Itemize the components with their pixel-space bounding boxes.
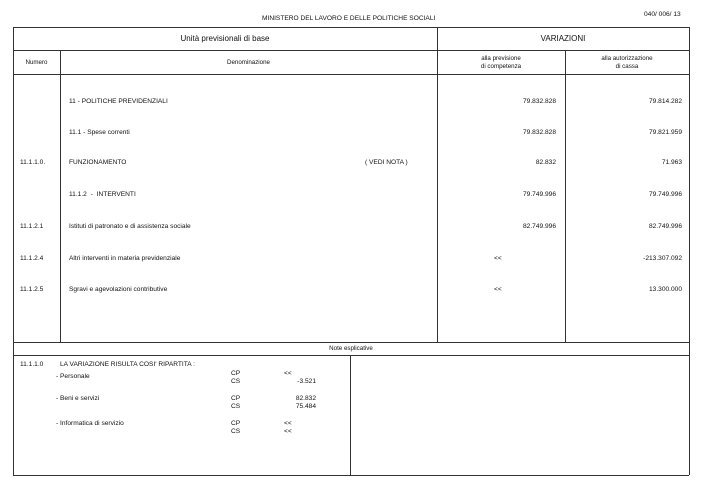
row-numero: 11.1.2.4 [20, 255, 44, 262]
page-reference: 040/ 006/ 13 [644, 11, 681, 18]
col-header-competenza: alla previsione di competenza [480, 55, 522, 70]
note-cp-label: CP [231, 370, 241, 377]
note-cs-value: 75.484 [295, 403, 316, 410]
row-cassa: 71.963 [661, 159, 682, 166]
notes-title: Note esplicative [329, 345, 373, 352]
row-competenza: 79.832.828 [522, 129, 556, 136]
row-cassa: 82.749.996 [648, 223, 682, 230]
note-item-label: - Personale [56, 373, 90, 380]
row-cassa: -213.307.092 [643, 255, 682, 262]
row-cassa: 79.749.996 [648, 191, 682, 198]
row-denominazione: 11.1.2 - INTERVENTI [69, 191, 136, 198]
col-header-cassa: alla autorizzazione di cassa [601, 55, 653, 70]
note-cs-label: CS [231, 378, 241, 385]
row-numero: 11.1.1.0. [20, 159, 46, 166]
row-competenza: 82.832 [535, 159, 556, 166]
row-cassa: 79.814.282 [648, 98, 682, 105]
row-denominazione: 11 - POLITICHE PREVIDENZIALI [69, 98, 168, 105]
row-cassa: 79.821.959 [648, 129, 682, 136]
note-cp-value: 82.832 [295, 395, 316, 402]
row-numero: 11.1.2.1 [20, 223, 44, 230]
note-cp-label: CP [231, 395, 241, 402]
row-cassa: 13.300.000 [648, 286, 682, 293]
note-cs-value: << [284, 428, 292, 435]
notes-code: 11.1.1.0 [20, 361, 44, 368]
row-competenza: 79.749.996 [522, 191, 556, 198]
row-competenza: 82.749.996 [522, 223, 556, 230]
note-cp-value: << [284, 420, 292, 427]
note-item-label: - Beni e servizi [56, 395, 100, 402]
row-competenza: << [494, 255, 502, 262]
row-denominazione: Sgravi e agevolazioni contributive [69, 286, 168, 293]
col-header-denominazione: Denominazione [227, 59, 270, 66]
note-cs-label: CS [231, 428, 241, 435]
row-competenza: << [494, 286, 502, 293]
note-cs-value: -3.521 [297, 378, 316, 385]
col-header-numero: Numero [25, 59, 48, 66]
row-nota: ( VEDI NOTA ) [365, 159, 408, 166]
row-denominazione: 11.1 - Spese correnti [69, 129, 130, 136]
ministry-title: MINISTERO DEL LAVORO E DELLE POLITICHE SOCIALI [262, 15, 436, 22]
note-cs-label: CS [231, 403, 241, 410]
row-denominazione: Altri interventi in materia previdenziale [69, 255, 181, 262]
note-cp-value: << [284, 370, 292, 377]
row-numero: 11.1.2.5 [20, 286, 44, 293]
group-header-variazioni: VARIAZIONI [540, 34, 586, 43]
row-competenza: 79.832.828 [522, 98, 556, 105]
row-denominazione: FUNZIONAMENTO [69, 159, 127, 166]
row-denominazione: Istituti di patronato e di assistenza sociale [69, 223, 191, 230]
group-header-upb: Unità previsionali di base [180, 34, 270, 43]
note-cp-label: CP [231, 420, 241, 427]
note-item-label: - Informatica di servizio [56, 420, 124, 427]
notes-heading: LA VARIAZIONE RISULTA COSI' RIPARTITA : [60, 361, 195, 368]
